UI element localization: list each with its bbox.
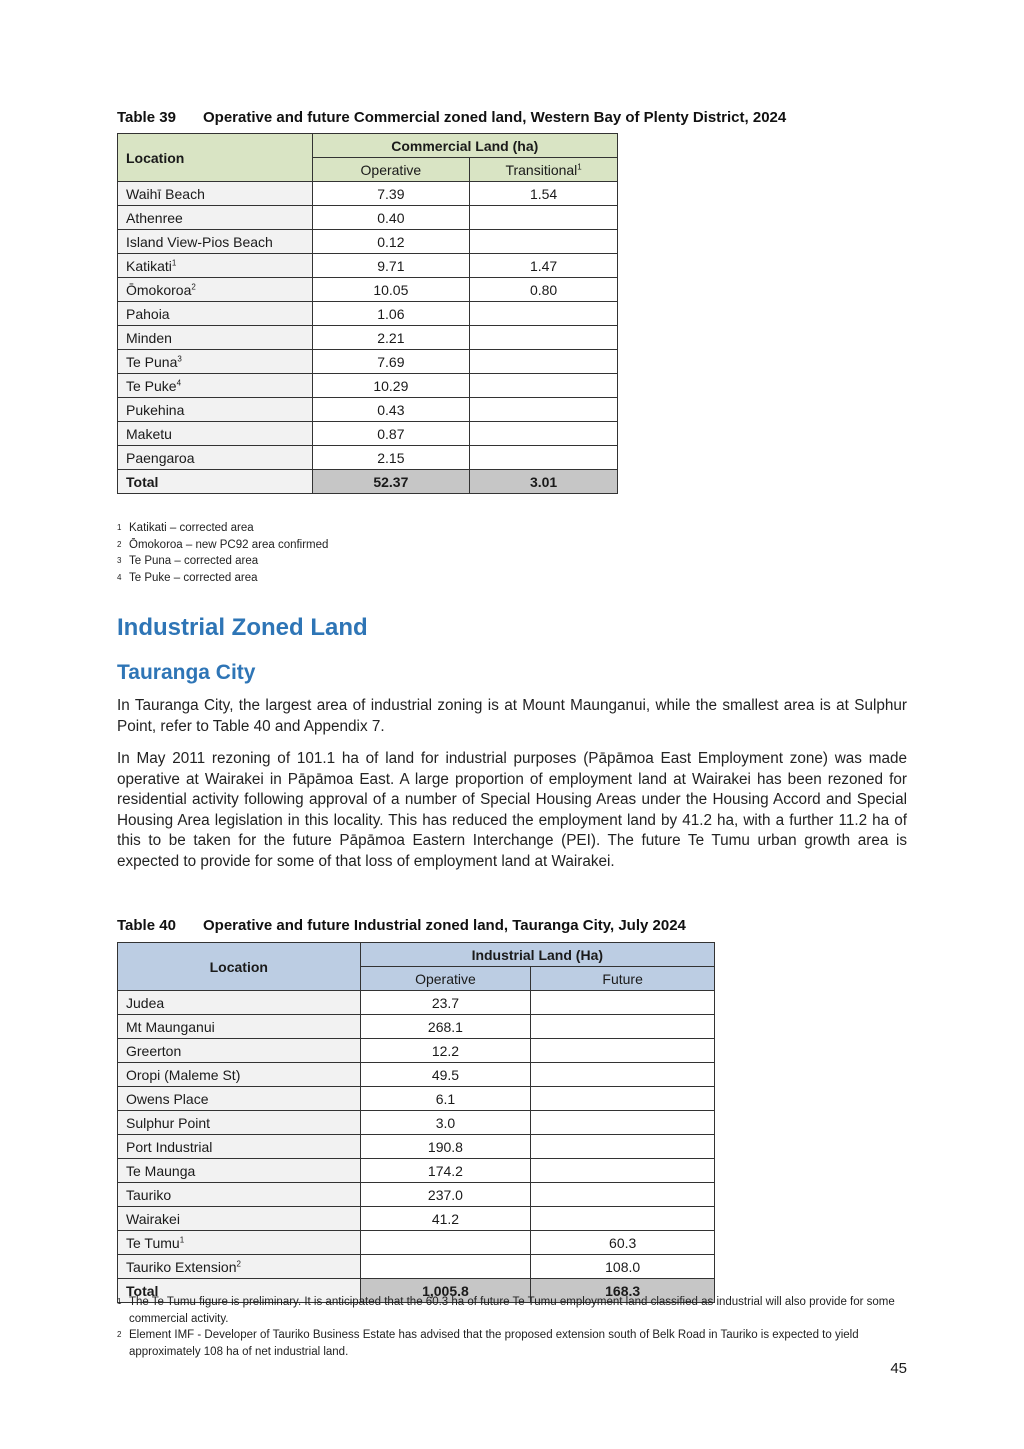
footnote-marker: 4	[176, 377, 182, 387]
row-operative-value: 0.87	[312, 422, 470, 446]
table-row	[118, 422, 618, 446]
table40-caption-number: Table 40	[117, 917, 176, 934]
footnote	[117, 1327, 907, 1360]
row-operative-value: 23.7	[360, 991, 531, 1015]
row-operative-value: 49.5	[360, 1063, 531, 1087]
total-label: Total	[118, 1279, 361, 1303]
location-label: Katikati	[126, 257, 172, 274]
row-operative-value: 2.21	[312, 326, 470, 350]
table40-caption	[117, 917, 686, 934]
table-row	[118, 1087, 715, 1111]
footnote	[117, 1294, 907, 1327]
footnote-marker: 1	[179, 1234, 185, 1244]
row-operative-value: 174.2	[360, 1159, 531, 1183]
table-row	[118, 350, 618, 374]
table39-location-header: Location	[118, 134, 313, 182]
row-location	[118, 1063, 361, 1087]
row-operative-value: 237.0	[360, 1183, 531, 1207]
row-future-value: 60.3	[531, 1231, 715, 1255]
location-label: Sulphur Point	[126, 1114, 211, 1131]
row-transitional-value	[470, 374, 618, 398]
location-label: Island View-Pios Beach	[126, 233, 273, 250]
table-row	[118, 1039, 715, 1063]
footnote-number: 2	[117, 539, 122, 549]
location-label: Tauriko Extension	[126, 1258, 237, 1275]
row-location	[118, 991, 361, 1015]
footnote-number: 3	[117, 556, 122, 565]
footnote-text: Ōmokoroa – new PC92 area confirmed	[129, 538, 329, 551]
row-future-value: 108.0	[531, 1255, 715, 1279]
location-label: Te Maunga	[126, 1162, 196, 1179]
section-subheading: Tauranga City	[117, 661, 256, 684]
row-location	[118, 1183, 361, 1207]
location-label: Oropi (Maleme St)	[126, 1066, 241, 1083]
total-row	[118, 470, 618, 494]
table40-caption-title: Operative and future Industrial zoned land, Tauranga City, July 2024	[203, 917, 686, 934]
total-operative: 1,005.8	[360, 1279, 531, 1303]
location-label: Judea	[126, 994, 165, 1011]
paragraph-1: In Tauranga City, the largest area of industrial zoning is at Mount Maunganui, while the smallest area is at Sulphur Point, refer to Table 40 and Appendix 7.	[117, 697, 907, 735]
table-row	[118, 278, 618, 302]
table-row	[118, 1111, 715, 1135]
total-future: 168.3	[531, 1279, 715, 1303]
location-label: Waihī Beach	[126, 185, 205, 202]
row-location	[118, 182, 313, 206]
row-future-value	[531, 1135, 715, 1159]
row-location	[118, 254, 313, 278]
row-operative-value: 2.15	[312, 446, 470, 470]
row-operative-value: 0.43	[312, 398, 470, 422]
row-transitional-value	[470, 206, 618, 230]
table-row	[118, 1231, 715, 1255]
row-operative-value: 0.12	[312, 230, 470, 254]
total-transitional: 3.01	[470, 470, 618, 494]
footnote-marker: 2	[191, 281, 196, 291]
row-operative-value: 1.06	[312, 302, 470, 326]
row-location	[118, 1111, 361, 1135]
row-operative-value: 7.69	[312, 350, 470, 374]
table39-footnotes	[117, 520, 717, 586]
location-label: Maketu	[126, 425, 172, 442]
row-operative-value	[360, 1231, 531, 1255]
table40-group-header: Industrial Land (Ha)	[360, 943, 714, 967]
row-operative-value: 12.2	[360, 1039, 531, 1063]
row-transitional-value	[470, 422, 618, 446]
table-row	[118, 1207, 715, 1231]
table-row	[118, 182, 618, 206]
row-location	[118, 1039, 361, 1063]
row-location	[118, 350, 313, 374]
table-row	[118, 1159, 715, 1183]
footnote-marker: 1	[171, 257, 177, 267]
table40-footnotes	[117, 1294, 907, 1360]
row-location	[118, 1255, 361, 1279]
row-operative-value: 10.29	[312, 374, 470, 398]
table39-caption	[117, 109, 786, 126]
table-row	[118, 1183, 715, 1207]
location-label: Ōmokoroa	[126, 281, 192, 298]
row-operative-value: 41.2	[360, 1207, 531, 1231]
table-row	[118, 1015, 715, 1039]
row-location	[118, 1135, 361, 1159]
footnote-text: Element IMF - Developer of Tauriko Business Estate has advised that the proposed extension south of Belk Road in Tauriko is expected to yield approximately 108 ha of net industrial land.	[129, 1329, 859, 1358]
footnote-text: The Te Tumu figure is preliminary. It is anticipated that the 60.3 ha of future Te Tumu employment land classified as industrial will also provide for some commercial activity.	[129, 1296, 895, 1325]
location-label: Te Tumu	[126, 1234, 180, 1251]
row-location	[118, 1159, 361, 1183]
total-operative: 52.37	[312, 470, 470, 494]
row-location	[118, 1231, 361, 1255]
location-label: Te Puke	[126, 377, 177, 394]
location-label: Greerton	[126, 1042, 182, 1059]
footnote-number: 2	[117, 1330, 122, 1339]
row-transitional-value: 0.80	[470, 278, 618, 302]
footnote-marker: 2	[236, 1258, 241, 1268]
row-location	[118, 1015, 361, 1039]
location-label: Te Puna	[126, 353, 178, 370]
table40-location-header: Location	[118, 943, 361, 991]
footnote	[117, 553, 717, 570]
footnote	[117, 537, 717, 554]
location-label: Mt Maunganui	[126, 1018, 215, 1035]
location-label: Wairakei	[126, 1210, 180, 1227]
footnote-text: Te Puna – corrected area	[129, 555, 259, 567]
row-location	[118, 1207, 361, 1231]
total-label: Total	[118, 470, 313, 494]
table-row	[118, 446, 618, 470]
row-future-value	[531, 991, 715, 1015]
row-transitional-value	[470, 350, 618, 374]
row-transitional-value	[470, 302, 618, 326]
footnote-text: Te Puke – corrected area	[129, 571, 258, 584]
table39	[117, 133, 618, 494]
location-label: Pukehina	[126, 401, 185, 418]
paragraph-2: In May 2011 rezoning of 101.1 ha of land for industrial purposes (Pāpāmoa East Employment zone) was made operative at Wairakei in Pāpāmoa East. A large proportion of employment land at Wairakei has been rezoned for residential activity following approval of a number of Special Housing Areas under the Housing Accord and Special Housing Area legislation in this locality. This has reduced the employment land by 41.2 ha, with a further 11.2 ha of this to be taken for the future Pāpāmoa Eastern Interchange (PEI). The future Te Tumu urban growth area is expected to provide for some of that loss of employment land at Wairakei.	[117, 750, 907, 870]
footnote-text: Katikati – corrected area	[129, 522, 254, 534]
row-future-value	[531, 1087, 715, 1111]
table-row	[118, 206, 618, 230]
row-location	[118, 278, 313, 302]
table-row	[118, 374, 618, 398]
row-location	[118, 422, 313, 446]
row-location	[118, 230, 313, 254]
table-row	[118, 326, 618, 350]
table-row	[118, 1063, 715, 1087]
table-row	[118, 230, 618, 254]
row-operative-value: 268.1	[360, 1015, 531, 1039]
table39-caption-number: Table 39	[117, 109, 176, 126]
footnote-number: 4	[117, 572, 122, 582]
row-location	[118, 206, 313, 230]
row-operative-value: 0.40	[312, 206, 470, 230]
location-label: Athenree	[126, 209, 183, 226]
row-location	[118, 302, 313, 326]
footnote-marker: 3	[177, 353, 182, 363]
row-transitional-value	[470, 326, 618, 350]
row-transitional-value	[470, 446, 618, 470]
row-future-value	[531, 1039, 715, 1063]
footnote-number: 1	[117, 1297, 122, 1306]
table-row	[118, 1255, 715, 1279]
table-row	[118, 991, 715, 1015]
row-operative-value: 7.39	[312, 182, 470, 206]
table-row	[118, 1135, 715, 1159]
row-operative-value: 3.0	[360, 1111, 531, 1135]
row-future-value	[531, 1159, 715, 1183]
row-future-value	[531, 1015, 715, 1039]
row-transitional-value	[470, 230, 618, 254]
row-operative-value: 9.71	[312, 254, 470, 278]
row-operative-value: 6.1	[360, 1087, 531, 1111]
table40-operative-header: Operative	[360, 967, 531, 991]
location-label: Tauriko	[126, 1186, 172, 1203]
table-row	[118, 302, 618, 326]
row-transitional-value: 1.47	[470, 254, 618, 278]
row-operative-value: 10.05	[312, 278, 470, 302]
footnote-number: 1	[117, 523, 122, 532]
table39-caption-title: Operative and future Commercial zoned land, Western Bay of Plenty District, 2024	[203, 109, 787, 126]
row-location	[118, 446, 313, 470]
row-operative-value	[360, 1255, 531, 1279]
page-number: 45	[890, 1360, 907, 1377]
table40	[117, 942, 715, 1303]
footnote	[117, 570, 717, 587]
location-label: Pahoia	[126, 305, 170, 322]
row-future-value	[531, 1063, 715, 1087]
row-location	[118, 1087, 361, 1111]
row-future-value	[531, 1183, 715, 1207]
row-location	[118, 398, 313, 422]
table-row	[118, 254, 618, 278]
location-label: Port Industrial	[126, 1138, 213, 1155]
location-label: Paengaroa	[126, 449, 195, 466]
footnote	[117, 520, 717, 537]
row-location	[118, 374, 313, 398]
row-transitional-value: 1.54	[470, 182, 618, 206]
table39-group-header: Commercial Land (ha)	[312, 134, 617, 158]
row-operative-value: 190.8	[360, 1135, 531, 1159]
table39-operative-header: Operative	[312, 158, 470, 182]
row-location	[118, 326, 313, 350]
location-label: Owens Place	[126, 1090, 209, 1107]
table40-future-header: Future	[531, 967, 715, 991]
row-transitional-value	[470, 398, 618, 422]
table-row	[118, 398, 618, 422]
section-heading: Industrial Zoned Land	[117, 614, 368, 641]
row-future-value	[531, 1111, 715, 1135]
row-future-value	[531, 1207, 715, 1231]
location-label: Minden	[126, 329, 172, 346]
table39-transitional-header: Transitional$^1$	[470, 158, 618, 182]
